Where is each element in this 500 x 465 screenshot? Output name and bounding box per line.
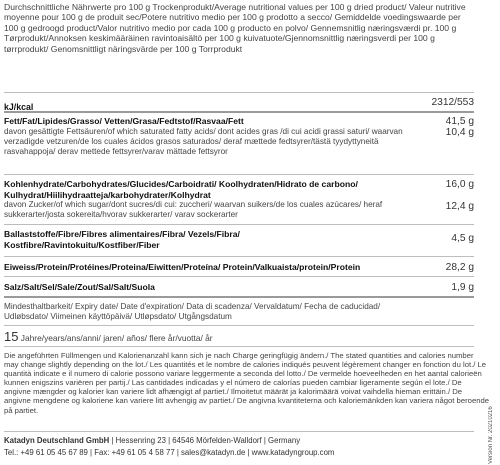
shelf-life-number: 15 (4, 329, 19, 344)
company-name: Katadyn Deutschland GmbH (4, 436, 110, 445)
divider (4, 256, 474, 257)
divider (4, 276, 474, 277)
intro-text: Durchschnittliche Nährwerte pro 100 g Trockenprodukt/Average nutritional values per 100 g dried product/ Valeur nutritive moyenne pour 100 g de produit sec/Potere nutritivo medio per 100 g prodotto a secco/ Gemiddelde voedingswaarde per 100 g gedroogd product/Valor nutritivo medio por cada 100 g producto en polvo/ Gennemsnitlig næringsværdi pr. 100 g Tørprodukt/Annoksen keskimääräinen ravintoaisältö per 100 g kuivatuote/Gjennomsnittlig næringsverdi per 100 g tørrprodukt/ Genomsnittligt näringsvärde per 100 g Torrprodukt (4, 2, 466, 54)
salt-label: Salz/Salt/Sel/Sale/Zout/Sal/Salt/Suola (4, 282, 155, 292)
divider (4, 346, 474, 347)
fat-value: 41,5 g (445, 116, 474, 127)
company-contact: Tel.: +49 61 05 45 67 89 | Fax: +49 61 05 4 58 77 | sales@katadyn.de | www.katadyngroup.com (4, 448, 335, 457)
carbs-value: 16,0 g (445, 179, 474, 190)
company-footer (4, 435, 474, 459)
protein-label: Eiweiss/Protein/Protéines/Proteina/Eiwitten/Proteína/ Protein/Valkuaista/protein/Protein (4, 262, 361, 272)
fibre-row (4, 229, 474, 250)
divider (4, 431, 474, 432)
batch-note: Die angeführten Füllmengen und Kalorienanzahl kann sich je nach Charge geringfügig ändern./ The stated quantities and calories number may change slightly depending on the lot./ Les quantités et le nombre de calories indiqués peuvent légèrement changer en fonction du lot./ Le quantità indicate e il numero di calorie possono variare leggermente a seconda del lotto./ De vermelde hoeveelheden en het aantal calorieën kunnen enigszins variëren per partij./ Las cantidades indicadas y el número de calorías pueden cambiar ligeramente según el lote./ De angivne mængder og kalorier kan variere lidt afhængigt af partiet./ Ilmoitetut määrät ja kalorimäärä voivat vaihdella hieman erittäin./ De angivne mengdene og kaloriene kan variere litt avhengig av partiet./ De angivna kvantiteterna och kaloriemänkden kan variera något beroende på partiet. (4, 351, 490, 415)
company-address-line: Katadyn Deutschland GmbH | Hessenring 23 | 64546 Mörfelden-Walldorf | Germany (4, 436, 301, 445)
fat-row (4, 116, 474, 157)
fibre-label: Ballaststoffe/Fibre/Fibres alimentaires/Fibra/ Vezels/Fibra/ Kostfibre/Ravintokuitu/Kostfiber/Fiber (4, 229, 240, 250)
salt-value: 1,9 g (451, 282, 474, 293)
divider (4, 92, 474, 93)
sugar-value: 12,4 g (445, 201, 474, 212)
best-before-label: Mindesthaltbarkeit/ Expiry date/ Date d'expiration/ Data di scadenza/ Vervaldatum/ Fecha de caducidad/ Udløbsdato/ Viimeinen käyttöpäivä/ Utløpsdato/ Utgångsdatum (4, 302, 381, 321)
saturated-fat-value: 10,4 g (445, 127, 474, 138)
divider (4, 224, 474, 225)
protein-row (4, 262, 474, 273)
carbs-sub-label: davon Zucker/of which sugar/dont sucres/di cui: zuccheri/ waarvan suikers/de los cuales azúcares/ heraf sukkerarter/josta sokereita/hvorav sukkerarter/ varav sockerarter (4, 200, 383, 219)
carbs-row (4, 179, 474, 220)
carbs-label: Kohlenhydrate/Carbohydrates/Glucides/Carboidrati/ Koolhydraten/Hidrato de carbono/ Kulhydrat/Hiilihydraatteja/karbohydrater/Kolhydrat (4, 179, 358, 200)
fibre-value: 4,5 g (451, 233, 474, 244)
fat-sub-label: davon gesättigte Fettsäuren/of which saturated fatty acids/ dont acides gras /di cui acidi grassi saturi/ waarvan verzadigde vetzuren/de los cuales ácidos grasos saturados/ deraf mættede fedtsyrer/tästä tyydyttyneitä rasvahappoja/ derav mettede fettsyrer/varav mättade fettsyror (4, 126, 403, 156)
divider (4, 111, 474, 113)
company-address: Hessenring 23 | 64546 Mörfelden-Walldorf | Germany (115, 436, 301, 445)
divider (4, 325, 474, 326)
energy-value: 2312/553 (431, 97, 474, 108)
divider (4, 296, 474, 298)
shelf-life-text: Jahre/years/ans/anni/ jaren/ años/ flere år/vuotta/ år (20, 333, 213, 343)
protein-value: 28,2 g (445, 262, 474, 273)
energy-label: kJ/kcal (4, 102, 34, 112)
divider (4, 174, 474, 175)
fat-label: Fett/Fat/Lipides/Grasso/ Vetten/Grasa/Fedtstof/Rasvaa/Fett (4, 116, 244, 126)
shelf-life (4, 329, 474, 344)
salt-row (4, 282, 474, 293)
version-number: Version Nr. 20210216 (488, 406, 494, 464)
